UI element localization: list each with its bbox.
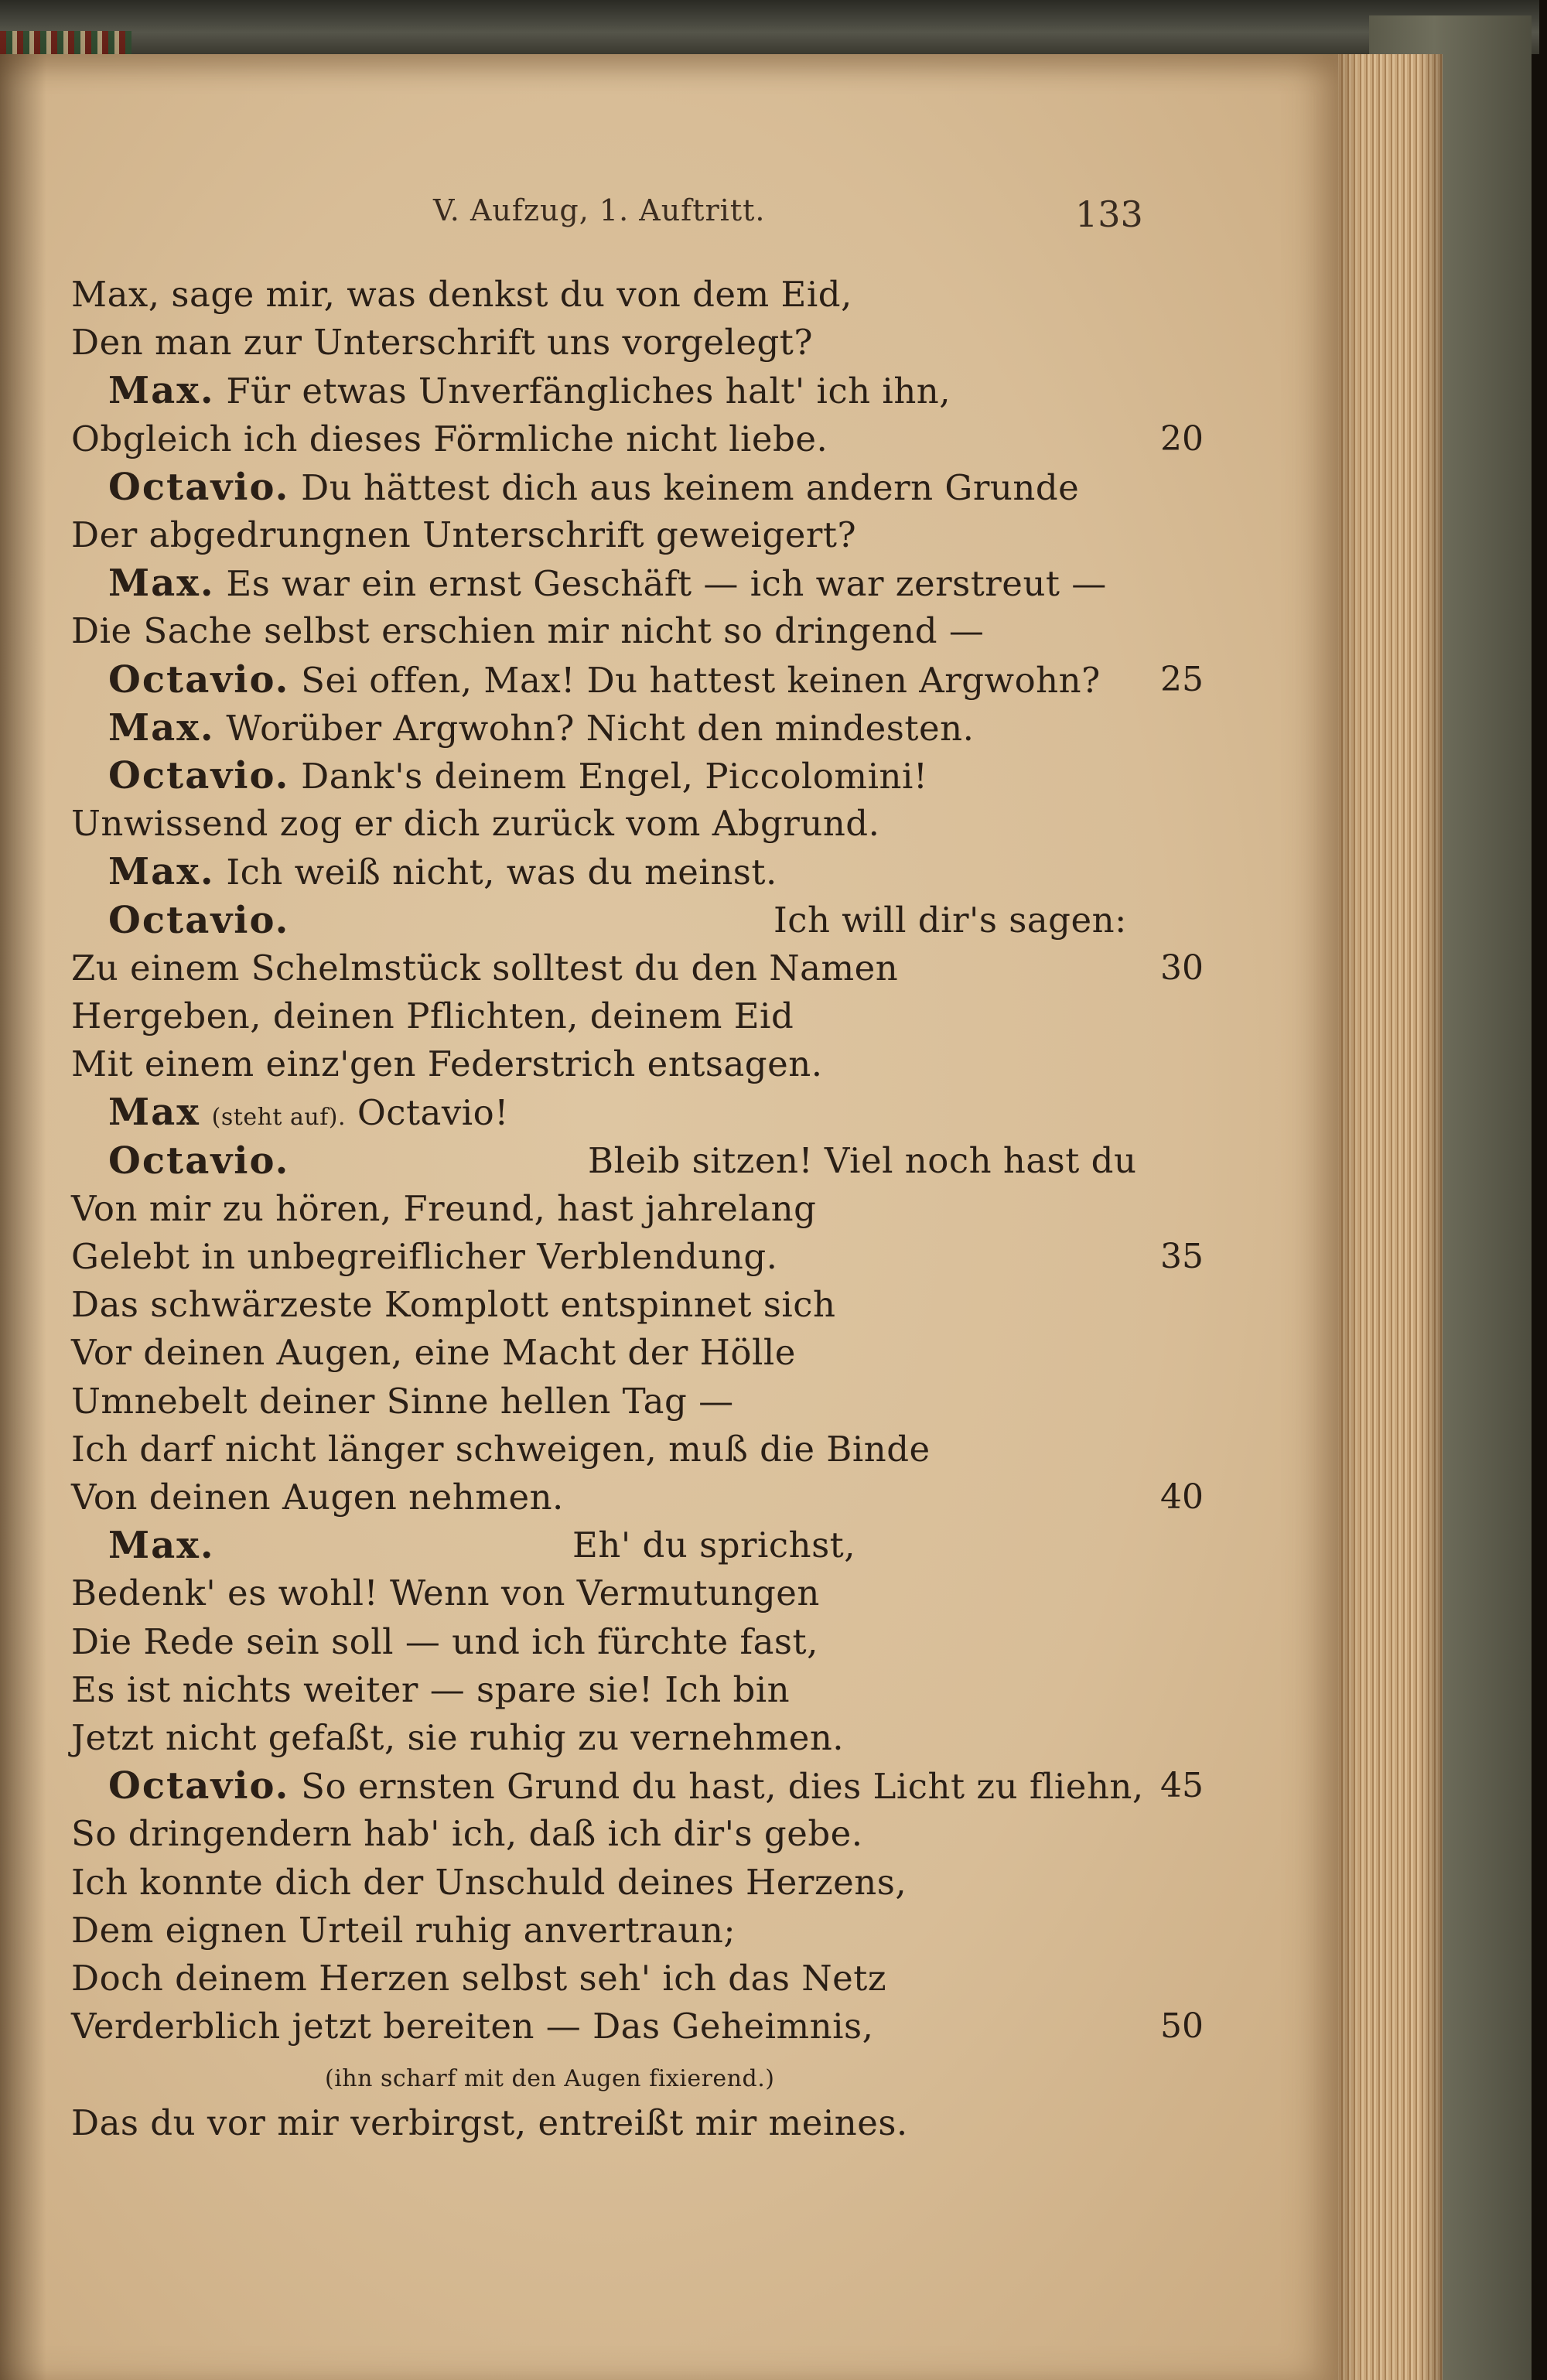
speech-line <box>108 1088 509 1136</box>
line-text: Ich will dir's sagen: <box>774 899 1127 941</box>
verse-line <box>71 1233 778 1281</box>
line-text: Dank's deinem Engel, Piccolomini! <box>301 756 928 797</box>
line-text: Bedenk' es wohl! Wenn von Vermutungen <box>71 1572 820 1614</box>
line-text: Die Sache selbst erschien mir nicht so dringend — <box>71 610 985 652</box>
line-text: Von deinen Augen nehmen. <box>71 1477 564 1518</box>
speaker-name: Max. <box>108 1524 215 1568</box>
line-text: Ich weiß nicht, was du meinst. <box>226 852 777 893</box>
line-number: 25 <box>1160 659 1204 699</box>
line-text: Sei offen, Max! Du hattest keinen Argwohn? <box>301 659 1101 701</box>
line-text: Für etwas Unverfängliches halt' ich ihn, <box>226 370 951 412</box>
verse-line <box>71 2003 873 2050</box>
line-text: Max, sage mir, was denkst du von dem Eid, <box>71 274 852 315</box>
speech-line <box>108 559 1107 607</box>
line-text: Den man zur Unterschrift uns vorgelegt? <box>71 322 814 364</box>
verse-line <box>71 1955 886 2003</box>
speech-line <box>108 1762 1144 1810</box>
verse-line <box>71 1666 790 1714</box>
verse-line <box>71 1185 816 1233</box>
speech-line <box>108 1137 1137 1185</box>
verse-line <box>71 1859 907 1907</box>
line-text: Dem eignen Urteil ruhig anvertraun; <box>71 1909 736 1951</box>
line-number: 30 <box>1160 948 1204 988</box>
line-text: Hergeben, deinen Pflichten, deinem Eid <box>71 995 794 1036</box>
line-text: Eh' du sprichst, <box>572 1525 856 1566</box>
line-text: Von mir zu hören, Freund, hast jahrelang <box>71 1187 817 1229</box>
verse-line <box>71 800 879 848</box>
speaker-name: Max. <box>108 850 215 894</box>
speaker-name: Octavio. <box>108 657 290 702</box>
speech-line <box>108 752 927 800</box>
stage-direction-text: (ihn scharf mit den Augen fixierend.) <box>325 2065 775 2093</box>
verse-line <box>71 1714 844 1762</box>
line-number: 20 <box>1160 418 1204 459</box>
line-text: Das du vor mir verbirgst, entreißt mir meines. <box>71 2102 908 2143</box>
speech-line <box>108 656 1101 704</box>
verse-line <box>71 1040 823 1088</box>
line-text: Die Rede sein soll — und ich fürchte fast, <box>71 1620 818 1662</box>
verse-line <box>71 1473 564 1521</box>
verse-line <box>71 944 898 992</box>
line-text: Es ist nichts weiter — spare sie! Ich bin <box>71 1668 791 1710</box>
stage-direction <box>325 2050 774 2098</box>
verse-line <box>71 992 794 1040</box>
speaker-name: Octavio. <box>108 898 290 942</box>
line-text: So ernsten Grund du hast, dies Licht zu fliehn, <box>301 1766 1144 1808</box>
stage-direction: (steht auf). <box>211 1104 347 1132</box>
verse-line <box>71 1378 734 1426</box>
line-text: Zu einem Schelmstück solltest du den Namen <box>71 947 899 989</box>
speech-line <box>108 848 777 896</box>
verse-line <box>71 1618 818 1666</box>
speech-line <box>108 896 1127 944</box>
speaker-name: Octavio. <box>108 1139 290 1183</box>
verse-line <box>71 271 852 319</box>
speaker-name: Max. <box>108 562 215 606</box>
line-text: Ich darf nicht länger schweigen, muß die Binde <box>71 1428 931 1470</box>
line-text: Jetzt nicht gefaßt, sie ruhig zu vernehmen. <box>71 1717 845 1758</box>
speaker-name: Max. <box>108 705 215 750</box>
line-text: Octavio! <box>357 1092 509 1134</box>
verse-line <box>71 511 856 559</box>
speaker-name: Octavio. <box>108 1764 290 1808</box>
speaker-name: Max <box>108 1091 200 1135</box>
verse-line <box>71 1907 736 1955</box>
line-text: Umnebelt deiner Sinne hellen Tag — <box>71 1380 734 1422</box>
line-number: 50 <box>1160 2006 1204 2047</box>
line-number: 45 <box>1160 1766 1204 1806</box>
line-text: Gelebt in unbegreiflicher Verblendung. <box>71 1236 778 1277</box>
line-text: Mit einem einz'gen Federstrich entsagen. <box>71 1043 823 1085</box>
speech-line <box>108 704 974 752</box>
line-text: Unwissend zog er dich zurück vom Abgrund. <box>71 803 880 845</box>
speech-line <box>108 367 951 415</box>
line-number: 35 <box>1160 1237 1204 1276</box>
speech-line <box>108 1521 856 1569</box>
line-text: Es war ein ernst Geschäft — ich war zerstreut — <box>226 563 1107 605</box>
running-header: V. Aufzug, 1. Auftritt. <box>433 193 766 227</box>
line-text: Worüber Argwohn? Nicht den mindesten. <box>226 707 975 749</box>
line-text: Vor deinen Augen, eine Macht der Hölle <box>71 1332 796 1374</box>
speaker-name: Octavio. <box>108 465 290 509</box>
verse-line <box>71 607 984 655</box>
line-text: Der abgedrungnen Unterschrift geweigert? <box>71 514 857 555</box>
speech-line <box>108 463 1079 511</box>
line-number: 40 <box>1160 1477 1204 1517</box>
speaker-name: Max. <box>108 369 215 413</box>
speaker-name: Octavio. <box>108 754 290 797</box>
verse-line <box>71 1426 931 1473</box>
line-text: Ich konnte dich der Unschuld deines Herzens, <box>71 1861 907 1903</box>
verse-line <box>71 1329 796 1377</box>
line-text: Obgleich ich dieses Förmliche nicht liebe. <box>71 418 828 459</box>
verse-line <box>71 1281 835 1329</box>
line-text: Du hättest dich aus keinem andern Grunde <box>301 466 1080 508</box>
verse-line <box>71 1569 820 1617</box>
page-number: 133 <box>1075 193 1143 235</box>
verse-line <box>71 2099 908 2147</box>
line-text: Bleib sitzen! Viel noch hast du <box>588 1139 1137 1181</box>
line-text: Doch deinem Herzen selbst seh' ich das Netz <box>71 1958 887 1999</box>
line-text: Verderblich jetzt bereiten — Das Geheimnis, <box>71 2006 874 2047</box>
verse-line <box>71 1810 863 1858</box>
line-text: So dringendern hab' ich, daß ich dir's gebe. <box>71 1813 863 1855</box>
verse-line <box>71 415 828 463</box>
verse-line <box>71 319 813 367</box>
line-text: Das schwärzeste Komplott entspinnet sich <box>71 1284 836 1326</box>
